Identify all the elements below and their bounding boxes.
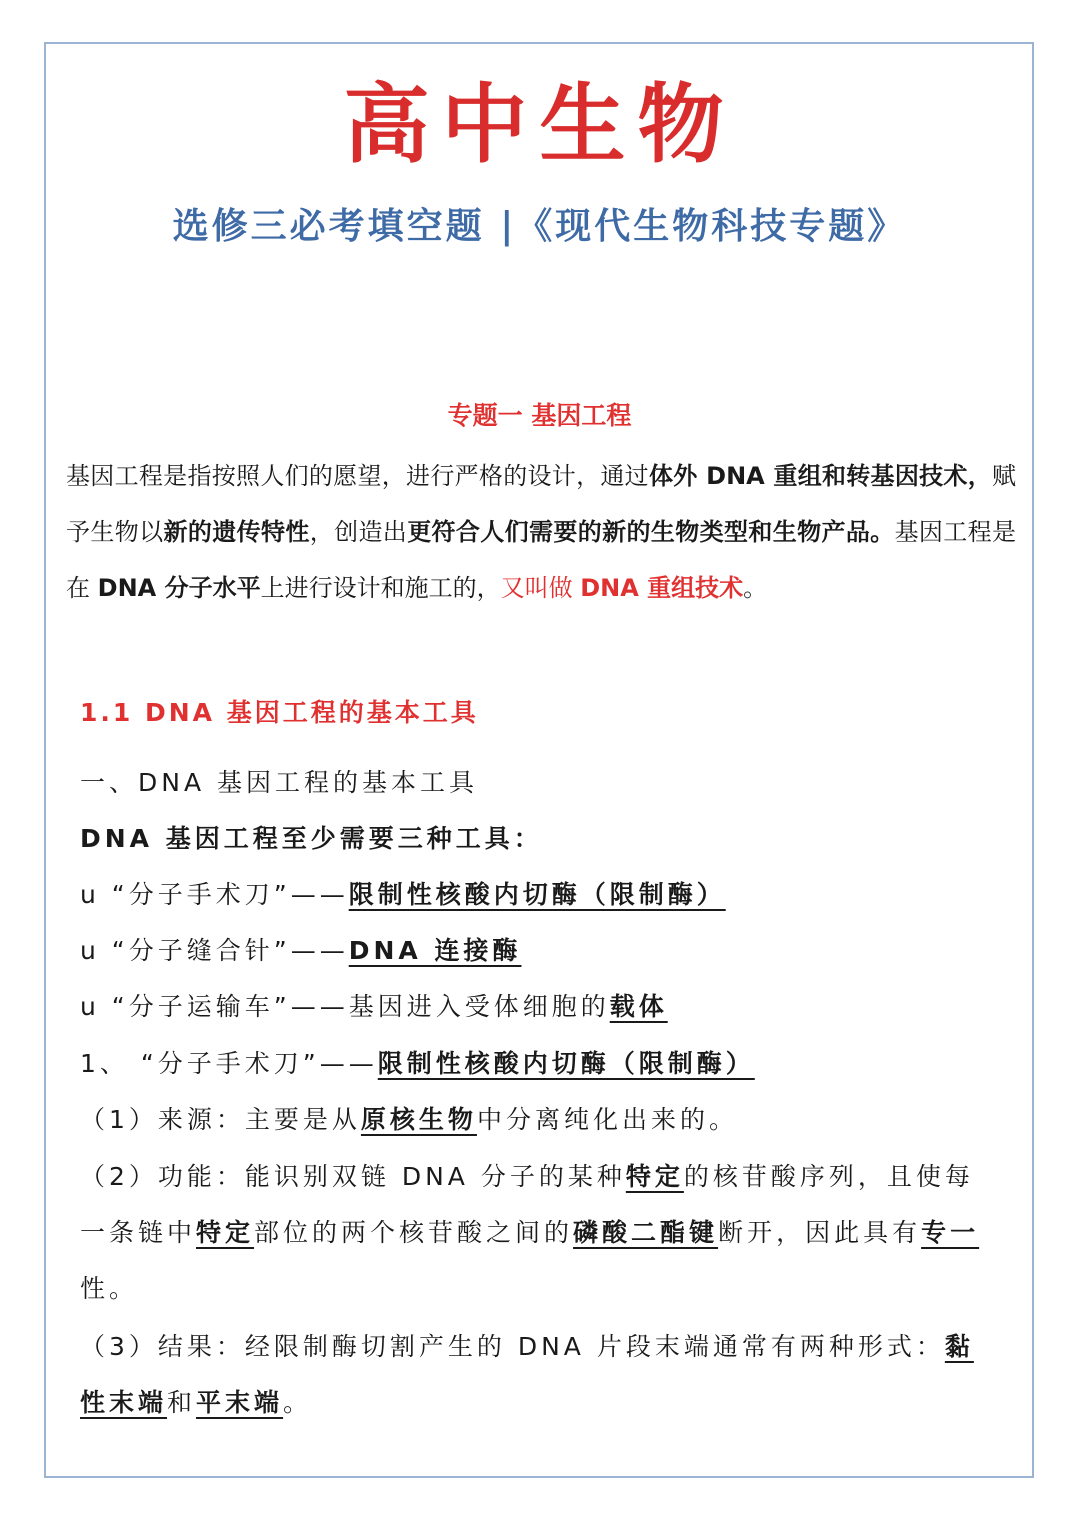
item-text: 性。 bbox=[80, 1274, 139, 1303]
intro-paragraph bbox=[66, 448, 1016, 616]
point-result bbox=[80, 1319, 1002, 1431]
item-text: 部位的两个核苷酸之间的 bbox=[254, 1218, 574, 1247]
tool-item-scalpel bbox=[80, 867, 1002, 923]
key-term: 原核生物 bbox=[360, 1105, 477, 1134]
numbered-item-1 bbox=[80, 1036, 1002, 1092]
item-text: 断开，因此具有 bbox=[718, 1218, 922, 1247]
key-term: 限制性核酸内切酶（限制酶） bbox=[348, 880, 726, 909]
key-term: 特定 bbox=[625, 1162, 684, 1191]
key-term: 特定 bbox=[196, 1218, 255, 1247]
intro-bold: 体外 DNA 重组和转基因技术， bbox=[648, 462, 993, 490]
intro-red: 又叫做 bbox=[500, 574, 581, 602]
item-text: 。 bbox=[283, 1388, 313, 1417]
intro-bold: 新的遗传特性 bbox=[163, 518, 310, 546]
intro-text: 上进行设计和施工的， bbox=[260, 574, 501, 602]
item-text: 的核苷酸序列，且使每一条链中 bbox=[80, 1162, 974, 1247]
intro-bold: DNA 分子水平 bbox=[97, 574, 261, 602]
intro-text: 赋予生物以 bbox=[66, 462, 1017, 546]
intro-bold: 更符合人们需要的新的生物类型和生物产品。 bbox=[407, 518, 895, 546]
key-term: 磷酸二酯键 bbox=[573, 1218, 719, 1247]
intro-text: ，创造出 bbox=[309, 518, 408, 546]
intro-text: 基因工程是指按照人们的愿望，进行严格的设计，通过 bbox=[66, 462, 649, 490]
section-title: 专题一 基因工程 bbox=[447, 401, 632, 430]
tool-item-suture bbox=[80, 923, 1002, 979]
key-term: 限制性核酸内切酶（限制酶） bbox=[377, 1049, 755, 1078]
item-text: 1、 “分子手术刀”—— bbox=[80, 1049, 378, 1078]
subsection-heading: 1.1 DNA 基因工程的基本工具 bbox=[80, 698, 479, 727]
intro-text: 。 bbox=[743, 574, 768, 602]
item-text: （3）结果：经限制酶切割产生的 DNA 片段末端通常有两种形式： bbox=[80, 1332, 945, 1361]
page-subtitle: 选修三必考填空题 |《现代生物科技专题》 bbox=[172, 205, 907, 247]
tool-item-carrier bbox=[80, 979, 1002, 1035]
item-text: 和 bbox=[167, 1388, 197, 1417]
item-text: （2）功能：能识别双链 DNA 分子的某种 bbox=[80, 1162, 626, 1191]
key-term: 黏性末端 bbox=[80, 1332, 974, 1417]
point-source bbox=[80, 1092, 1002, 1148]
item-text: （1）来源：主要是从 bbox=[80, 1105, 361, 1134]
key-term: 载体 bbox=[609, 992, 668, 1021]
key-term: 专一 bbox=[921, 1218, 980, 1247]
item-text: u “分子运输车”——基因进入受体细胞的 bbox=[80, 992, 610, 1021]
point-function bbox=[80, 1149, 1002, 1317]
item-text: u “分子手术刀”—— bbox=[80, 880, 349, 909]
intro-red-bold: DNA 重组技术 bbox=[580, 574, 744, 602]
key-term: DNA 连接酶 bbox=[348, 936, 522, 965]
key-term: 平末端 bbox=[196, 1388, 284, 1417]
text-line: 一、DNA 基因工程的基本工具 bbox=[80, 768, 479, 797]
item-text: u “分子缝合针”—— bbox=[80, 936, 349, 965]
intro-text: 基因工程是在 bbox=[66, 518, 1017, 602]
text-line: DNA 基因工程至少需要三种工具： bbox=[80, 824, 543, 853]
page-title: 高中生物 bbox=[343, 74, 736, 175]
item-text: 中分离纯化出来的。 bbox=[476, 1105, 738, 1134]
